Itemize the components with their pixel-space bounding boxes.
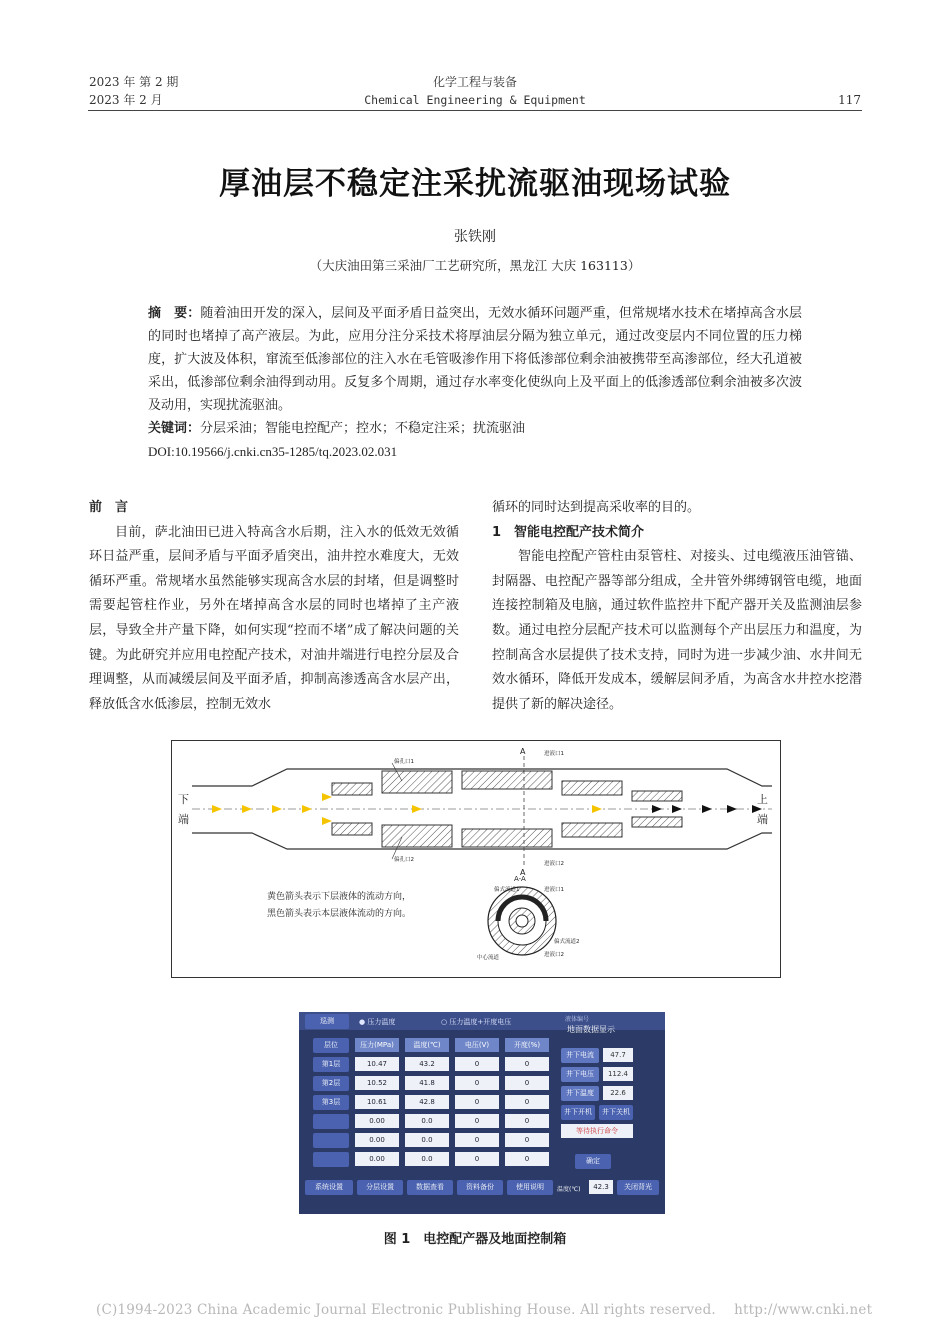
panel-side-label: 井下电流 [561, 1048, 599, 1063]
abstract-paragraph [148, 302, 802, 417]
panel-bottom-button: 数据查看 [407, 1180, 453, 1195]
panel-side-small: 液体编号 [565, 1016, 590, 1023]
abstract-text: 随着油田开发的深入，层间及平面矛盾日益突出，无效水循环问题严重，但常规堵水技术在堵掉高含水层的同时也堵掉了高产液层。为此，应用分注分采技术将厚油层分隔为独立单元，通过改变层内不同位置的压力梯度，扩大波及体积，窜流至低渗部位的注入水在毛管吸渗作用下将低渗部位剩余油被携带至高渗部位，经大孔道被采出，低渗部位剩余油得到动用。反复多个周期，通过存水率变化使纵向上及平面上的低渗透部位剩余油被多次波及动用，实现扰流驱油。 [148, 306, 802, 413]
callout-inlet-2: 进液口2 [544, 861, 564, 867]
panel-bottom-button: 使用说明 [507, 1180, 553, 1195]
panel-cell: 42.8 [405, 1095, 449, 1109]
article-author: 张铁刚 [454, 229, 496, 245]
section-label: A-A [514, 875, 526, 883]
panel-col-header: 电压(V) [455, 1038, 499, 1052]
article-title: 厚油层不稳定注采扰流驱油现场试验 [219, 166, 731, 202]
panel-col-header: 温度(℃) [405, 1038, 449, 1052]
panel-row-label [313, 1114, 349, 1129]
header-journal-cn: 化学工程与装备 [432, 75, 517, 89]
panel-radio-2: ○ 压力温度+开度电压 [441, 1018, 512, 1026]
doi-line: DOI:10.19566/j.cnki.cn35-1285/tq.2023.02.031 [148, 444, 398, 459]
intro-paragraph: 目前，萨北油田已进入特高含水后期，注入水的低效无效循环日益严重，层间矛盾与平面矛盾突出，油井控水难度大，无效循环严重。常规堵水虽然能够实现高含水层的封堵，但是调整时需要起管柱作业，另外在堵掉高含水层的同时也堵掉了主产液层，导致全井产量下降，如何实现“控而不堵”成了解决问题的关键。为此研究并应用电控配产技术，对油井端进行电控分层及合理调整，从而减缓层间及平面矛盾，抑制高渗透高含水层产出，释放低含水低渗层，控制无效水 [89, 524, 459, 712]
figure-control-panel [299, 1012, 665, 1214]
panel-side-value: 22.6 [603, 1086, 633, 1100]
header-rule [88, 110, 862, 111]
panel-row-label: 第3层 [313, 1095, 349, 1110]
panel-cell: 0.0 [405, 1152, 449, 1166]
callout-bias-port-1: 偏孔口1 [394, 759, 414, 765]
panel-side-button: 井下关机 [599, 1105, 633, 1120]
panel-col-header: 开度(%) [505, 1038, 549, 1052]
panel-row-label [313, 1152, 349, 1167]
panel-cell: 10.52 [355, 1076, 399, 1090]
panel-col-header: 压力(MPa) [355, 1038, 399, 1052]
panel-bottom-button: 资料备份 [457, 1180, 503, 1195]
panel-side-button: 井下开机 [561, 1105, 595, 1120]
header-journal-en: Chemical Engineering & Equipment [364, 93, 586, 107]
label-top-end: 上 [757, 793, 768, 806]
figure-tool-diagram [171, 740, 781, 978]
panel-cell: 43.2 [405, 1057, 449, 1071]
callout-center-channel: 中心流道 [477, 955, 500, 961]
panel-row-label [313, 1133, 349, 1148]
panel-cell: 0 [505, 1133, 549, 1147]
panel-radio-1-label: 压力温度 [367, 1018, 396, 1026]
panel-cell: 0 [505, 1095, 549, 1109]
abstract-label: 摘 要： [148, 306, 201, 321]
left-column [89, 496, 459, 717]
panel-side-label: 井下温度 [561, 1086, 599, 1101]
callout-inlet-1: 进液口1 [544, 751, 564, 757]
header-issue: 2023 年 第 2 期 [89, 75, 179, 89]
keywords-text: 分层采油；智能电控配产；控水；不稳定注采；扰流驱油 [200, 421, 526, 436]
panel-cell: 41.8 [405, 1076, 449, 1090]
panel-bottom-temp-value: 42.3 [589, 1180, 613, 1194]
callout-channel-2: 偏式流道2 [554, 939, 580, 945]
panel-cell: 0 [455, 1095, 499, 1109]
section1-paragraph: 智能电控配产管柱由泵管柱、对接头、过电缆液压油管锚、封隔器、电控配产器等部分组成，全井管外绑缚钢管电缆，地面连接控制箱及电脑，通过软件监控井下配产器开关及监测油层参数。通过电控分层配产技术可以监测每个产出层压力和温度，为控制高含水层提供了技术支持，同时为进一步减少油、水井间无效水循环，降低开发成本，缓解层间矛盾，为高含水井控水挖潜提供了新的解决途径。 [492, 549, 862, 712]
copyright-footer: (C)1994-2023 China Academic Journal Electronic Publishing House. All rights reserved. http://www.cnki.net [96, 1302, 873, 1318]
panel-cell: 0 [505, 1076, 549, 1090]
panel-row-label: 层位 [313, 1038, 349, 1053]
panel-bottom-button: 分层设置 [357, 1180, 403, 1195]
panel-cell: 0 [455, 1076, 499, 1090]
panel-radio-1: ● 压力温度 [359, 1018, 396, 1026]
panel-cell: 0.00 [355, 1133, 399, 1147]
panel-cell: 0 [505, 1152, 549, 1166]
panel-side-label: 井下电压 [561, 1067, 599, 1082]
panel-cell: 0 [455, 1133, 499, 1147]
panel-cell: 0 [505, 1057, 549, 1071]
panel-bottom-temp-label: 温度(℃) [557, 1186, 581, 1193]
svg-text:端: 端 [178, 813, 189, 826]
intro-heading: 前 言 [89, 500, 129, 515]
section-mark-top: A [520, 747, 526, 756]
header-page-number: 117 [838, 93, 861, 107]
panel-cell: 0 [505, 1114, 549, 1128]
tool-drawing [172, 741, 780, 977]
figure-caption: 图 1 电控配产器及地面控制箱 [383, 1232, 567, 1247]
panel-cell: 0.00 [355, 1114, 399, 1128]
panel-cell: 0 [455, 1152, 499, 1166]
cross-section-view [488, 887, 556, 955]
note-line-1: 黄色箭头表示下层液体的流动方向， [267, 892, 412, 902]
section-mark-bottom: A [520, 868, 526, 877]
panel-side-title: 地面数据显示 [567, 1025, 615, 1034]
panel-row-label: 第2层 [313, 1076, 349, 1091]
panel-cell: 0.0 [405, 1114, 449, 1128]
keywords-label: 关键词： [148, 421, 201, 436]
intro-continued: 循环的同时达到提高采收率的目的。 [492, 500, 701, 515]
svg-text:端: 端 [757, 813, 768, 826]
callout-bias-port-2: 偏孔口2 [394, 857, 414, 863]
panel-side-confirm: 确定 [575, 1154, 611, 1169]
panel-cell: 0.00 [355, 1152, 399, 1166]
callout-inlet-1b: 进液口1 [544, 887, 564, 893]
panel-row-label: 第1层 [313, 1057, 349, 1072]
section1-heading: 1 智能电控配产技术简介 [492, 524, 645, 540]
callout-channel-1: 偏式流道1 [494, 887, 520, 893]
panel-side-value: 47.7 [603, 1048, 633, 1062]
panel-bottom-button: 系统设置 [305, 1180, 353, 1195]
abstract-block [148, 302, 802, 463]
panel-cell: 0 [455, 1057, 499, 1071]
panel-side-value: 112.4 [603, 1067, 633, 1081]
panel-cell: 0.0 [405, 1133, 449, 1147]
callout-inlet-2b: 进液口2 [544, 952, 564, 958]
header-date: 2023 年 2 月 [89, 93, 163, 107]
panel-cell: 10.47 [355, 1057, 399, 1071]
article-affiliation: （大庆油田第三采油厂工艺研究所，黑龙江 大庆 163113） [309, 258, 641, 273]
panel-cell: 10.61 [355, 1095, 399, 1109]
label-bottom-end: 下 [178, 793, 189, 806]
panel-bottom-close: 关闭背光 [617, 1180, 659, 1195]
keywords-line [148, 417, 802, 440]
note-line-2: 黑色箭头表示本层液体流动的方向。 [267, 909, 412, 919]
panel-tab-monitor: 巡测 [305, 1014, 349, 1029]
panel-side-message: 等待执行命令 [561, 1124, 633, 1138]
right-column [492, 496, 862, 717]
panel-cell: 0 [455, 1114, 499, 1128]
panel-radio-2-label: 压力温度+开度电压 [449, 1018, 512, 1026]
